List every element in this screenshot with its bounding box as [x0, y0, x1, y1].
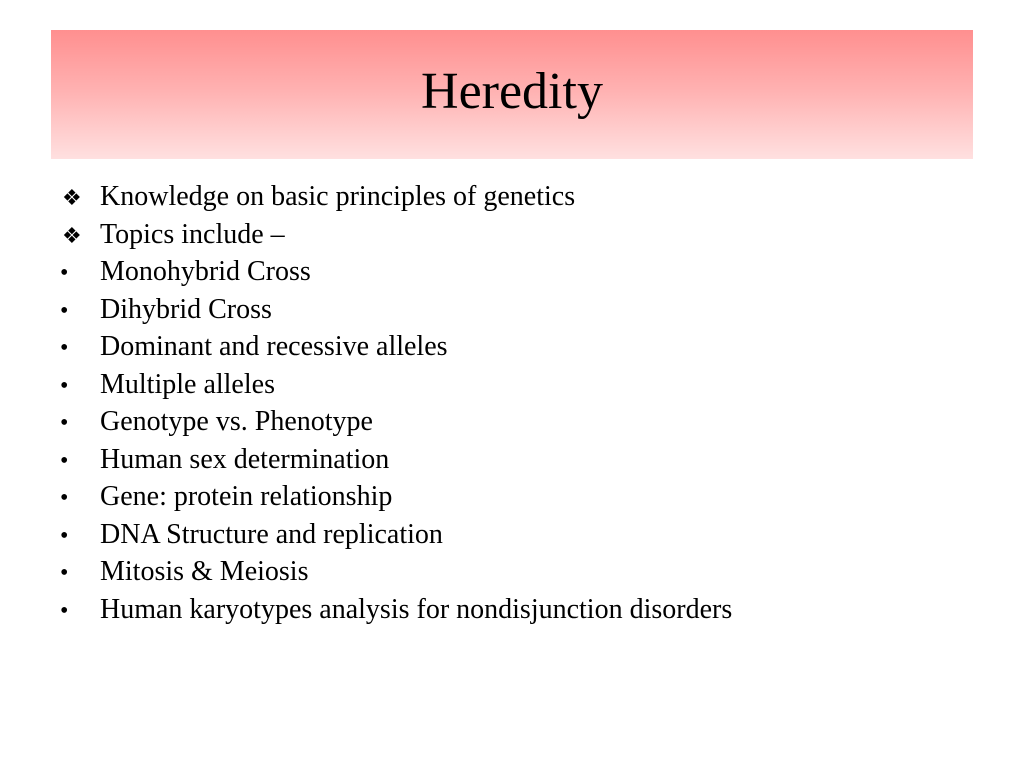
- dot-bullet-icon: •: [60, 485, 69, 511]
- list-item-text: Knowledge on basic principles of genetics: [100, 181, 576, 212]
- list-item: [58, 591, 978, 629]
- title-banner: [51, 30, 973, 159]
- list-item-text: Topics include –: [100, 218, 285, 250]
- diamond-bullet-icon: ❖: [62, 186, 82, 211]
- list-item: [58, 366, 978, 404]
- list-item: [58, 516, 978, 554]
- list-item-text: Gene: protein relationship: [100, 481, 393, 512]
- diamond-bullet-icon: ❖: [62, 223, 82, 249]
- list-item-text: Monohybrid Cross: [100, 256, 311, 287]
- dot-bullet-icon: •: [60, 335, 69, 361]
- slide-title: Heredity: [421, 62, 603, 120]
- dot-bullet-icon: •: [60, 372, 69, 399]
- dot-bullet-icon: •: [60, 410, 69, 436]
- list-item: [58, 478, 978, 516]
- dot-bullet-icon: •: [60, 447, 69, 474]
- list-item: [58, 441, 978, 479]
- list-item-text: DNA Structure and replication: [100, 518, 443, 550]
- list-item: [58, 253, 978, 291]
- list-item: [58, 328, 978, 366]
- list-item: [58, 178, 978, 216]
- dot-bullet-icon: •: [60, 260, 69, 286]
- list-item: [58, 403, 978, 441]
- list-item: [58, 553, 978, 591]
- list-item: [58, 291, 978, 329]
- list-item-text: Multiple alleles: [100, 368, 275, 400]
- dot-bullet-icon: •: [60, 297, 69, 324]
- list-item-text: Genotype vs. Phenotype: [100, 406, 373, 437]
- dot-bullet-icon: •: [60, 597, 69, 624]
- list-item-text: Mitosis & Meiosis: [100, 556, 309, 587]
- dot-bullet-icon: •: [60, 522, 69, 549]
- list-item-text: Human sex determination: [100, 443, 390, 475]
- list-item: [58, 216, 978, 254]
- list-item-text: Human karyotypes analysis for nondisjunction disorders: [100, 593, 733, 625]
- dot-bullet-icon: •: [60, 560, 69, 586]
- list-item-text: Dominant and recessive alleles: [100, 331, 448, 362]
- bullet-list: [58, 178, 978, 628]
- list-item-text: Dihybrid Cross: [100, 293, 272, 325]
